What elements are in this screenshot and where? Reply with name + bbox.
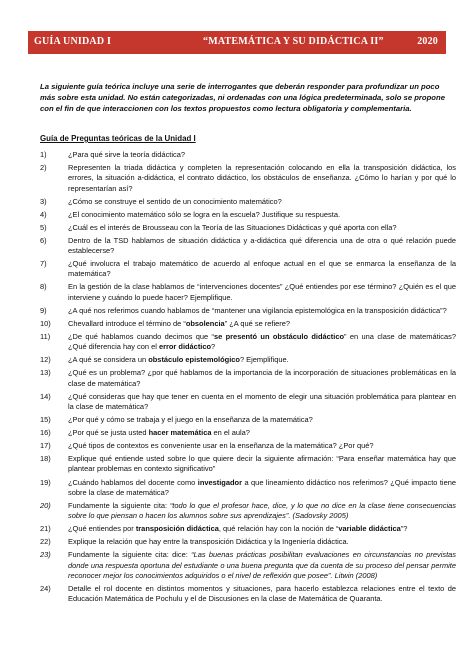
guide-title: Guía de Preguntas teóricas de la Unidad I bbox=[40, 134, 196, 143]
question-item bbox=[40, 150, 456, 160]
header-unit-label: GUÍA UNIDAD I bbox=[34, 36, 112, 47]
question-text: ¿Qué consideras que hay que tener en cuenta en el momento de elegir una situación problemática para plantear en la clase de matemática? bbox=[68, 391, 456, 411]
question-item bbox=[40, 550, 456, 581]
question-text: obstáculo epistemológico bbox=[148, 355, 240, 365]
question-number: 12) bbox=[40, 355, 51, 365]
question-text: ¿Cuándo hablamos del docente como bbox=[68, 477, 198, 487]
question-text: se presentó un obstáculo didáctico bbox=[213, 331, 345, 341]
question-text: Detalle el rol docente en distintos momentos y situaciones, para hacerlo establezca relaciones entre el texto de Educación Matemática de Pochulu y el de Discusiones en la clase de Matemática de Quaranta. bbox=[68, 583, 456, 603]
question-text: “Las buenas prácticas posibilitan evaluaciones en circunstancias no previstas donde una respuesta oportuna del estudiante o una buena pregunta que da cuenta de su proceso del pensar permite reconocer mejor los conocimientos adquiridos o el nivel de reflexión que posee”. Litwin (2008) bbox=[68, 550, 456, 580]
question-item bbox=[40, 223, 456, 233]
question-number: 21) bbox=[40, 524, 51, 534]
question-text: ¿Para qué sirve la teoría didáctica? bbox=[68, 150, 185, 159]
question-text: Representen la triada didáctica y completen la representación colocando en ella la transposición didáctica, los errores, la situación a-didáctica, el contrato didáctico, los obstáculos de enseñanza. ¿Cómo lo harían y por qué lo representarían así? bbox=[68, 163, 456, 193]
question-number: 23) bbox=[40, 550, 51, 560]
question-text: ¿Por qué se justa usted bbox=[68, 428, 149, 438]
question-number: 14) bbox=[40, 391, 51, 401]
question-number: 19) bbox=[40, 477, 51, 487]
question-text: ¿Qué involucra el trabajo matemático de acuerdo al enfoque actual en el que se enmarca la enseñanza de la matemática? bbox=[68, 259, 456, 279]
question-text: ? bbox=[211, 342, 216, 352]
header-banner bbox=[28, 31, 446, 54]
question-number: 18) bbox=[40, 454, 51, 464]
question-text: Chevallard introduce el término de “ bbox=[68, 318, 186, 328]
question-text: ¿Cómo se construye el sentido de un conocimiento matemático? bbox=[68, 196, 282, 206]
intro-paragraph: La siguiente guía teórica incluye una serie de interrogantes que deberán responder para profundizar un poco más sobre esta unidad. No están categorizadas, ni ordenadas con una lógica predeterminada, solo se propone con el fin de que interaccionen con los textos propuestos como lectura obligatoria y complementaria. bbox=[40, 82, 445, 113]
question-text: obsolencia bbox=[185, 318, 225, 328]
question-item bbox=[40, 197, 456, 207]
question-item bbox=[40, 501, 456, 521]
question-text: ” ¿A qué se refiere? bbox=[224, 318, 291, 328]
question-number: 1) bbox=[40, 150, 47, 159]
header-year: 2020 bbox=[417, 36, 438, 47]
question-text: variable didáctica bbox=[338, 524, 401, 534]
question-text: ¿A qué nos referimos cuando hablamos de “mantener una vigilancia epistemológica en la transposición didáctica”? bbox=[68, 305, 447, 315]
question-number: 8) bbox=[40, 282, 47, 292]
question-item bbox=[40, 368, 456, 388]
question-item bbox=[40, 355, 456, 365]
question-item bbox=[40, 584, 456, 604]
question-number: 20) bbox=[40, 500, 51, 510]
question-item bbox=[40, 319, 456, 329]
question-text: en el aula? bbox=[211, 428, 250, 438]
question-text: a que lineamiento didáctico nos referimos? ¿Qué impacto tiene sobre la clase de matemática? bbox=[68, 477, 456, 497]
question-text: En la gestión de la clase hablamos de “intervenciones docentes” ¿Qué entiendes por ese término? ¿Quién es el que interviene y cuándo lo puede hacer? Ejemplifique. bbox=[68, 282, 456, 302]
header-course-title: “MATEMÁTICA Y SU DIDÁCTICA II” bbox=[203, 36, 384, 47]
question-text: Explique la relación que hay entre la transposición Didáctica y la Ingeniería didáctica. bbox=[68, 537, 349, 547]
question-text: ¿Qué tipos de contextos es conveniente usar en la enseñanza de la matemática? ¿Por qué? bbox=[68, 441, 374, 451]
question-text: ¿Qué es un problema? ¿por qué hablamos de la importancia de la incorporación de situaciones problemáticas en la clase de matemática? bbox=[68, 368, 456, 388]
question-text: ? Ejemplifique. bbox=[239, 355, 289, 365]
question-number: 10) bbox=[40, 318, 51, 328]
question-text: hacer matemática bbox=[148, 428, 212, 438]
question-text: ¿A qué se considera un bbox=[68, 355, 149, 365]
question-text: Fundamente la siguiente cita: dice: bbox=[68, 550, 192, 560]
question-text: ”? bbox=[400, 524, 408, 534]
question-number: 17) bbox=[40, 441, 51, 451]
question-item bbox=[40, 259, 456, 279]
question-text: ¿Cuál es el interés de Brousseau con la Teoría de las Situaciones Didácticas y qué aporta con ella? bbox=[68, 222, 397, 232]
question-item bbox=[40, 478, 456, 498]
question-number: 5) bbox=[40, 222, 47, 232]
question-item bbox=[40, 210, 456, 220]
question-number: 16) bbox=[40, 428, 51, 438]
question-item bbox=[40, 282, 456, 302]
question-item bbox=[40, 524, 456, 534]
question-text: ¿El conocimiento matemático sólo se logra en la escuela? Justifique su respuesta. bbox=[68, 209, 341, 219]
question-text: Fundamente la siguiente cita: bbox=[68, 500, 170, 510]
question-text: error didáctico bbox=[158, 342, 212, 352]
question-item bbox=[40, 428, 456, 438]
question-text: ¿De qué hablamos cuando decimos que “ bbox=[68, 331, 214, 341]
question-number: 22) bbox=[40, 537, 51, 547]
question-text: Dentro de la TSD hablamos de situación didáctica y a-didáctica qué diferencia una de otra o qué relación puede establecerse? bbox=[68, 235, 456, 256]
question-number: 4) bbox=[40, 209, 47, 219]
question-item bbox=[40, 392, 456, 412]
question-number: 2) bbox=[40, 163, 47, 173]
question-item bbox=[40, 537, 456, 547]
question-number: 9) bbox=[40, 305, 47, 315]
question-text: ” en una clase de matemáticas? ¿Qué diferencia hay con el bbox=[68, 331, 457, 352]
question-text: transposición didáctica bbox=[135, 524, 219, 534]
question-text: , qué relación hay con la noción de “ bbox=[218, 524, 339, 534]
question-text: “todo lo que el profesor hace, dice, y lo que no dice en la clase tiene consecuencias sobre lo que piensan o hacen los alumnos sobre sus aprendizajes”. (Sadovsky 2005) bbox=[68, 500, 456, 521]
question-item bbox=[40, 306, 456, 316]
question-item bbox=[40, 163, 456, 194]
question-number: 24) bbox=[40, 583, 51, 593]
question-item bbox=[40, 441, 456, 451]
questions-list bbox=[40, 150, 456, 607]
question-item bbox=[40, 332, 456, 352]
question-text: ¿Por qué y cómo se trabaja y el juego en la enseñanza de la matemática? bbox=[68, 414, 313, 424]
question-text: Explique qué entiende usted sobre lo que quiere decir la siguiente afirmación: “Para enseñar matemática hay que plantear problemas en contexto significativo” bbox=[68, 454, 456, 474]
question-number: 6) bbox=[40, 235, 47, 245]
question-number: 7) bbox=[40, 259, 47, 269]
question-item bbox=[40, 236, 456, 256]
question-number: 13) bbox=[40, 368, 51, 378]
question-item bbox=[40, 454, 456, 474]
question-item bbox=[40, 415, 456, 425]
question-number: 11) bbox=[40, 331, 51, 341]
question-text: investigador bbox=[197, 477, 242, 487]
question-number: 3) bbox=[40, 196, 47, 206]
question-number: 15) bbox=[40, 414, 51, 424]
question-text: ¿Qué entiendes por bbox=[68, 524, 136, 534]
